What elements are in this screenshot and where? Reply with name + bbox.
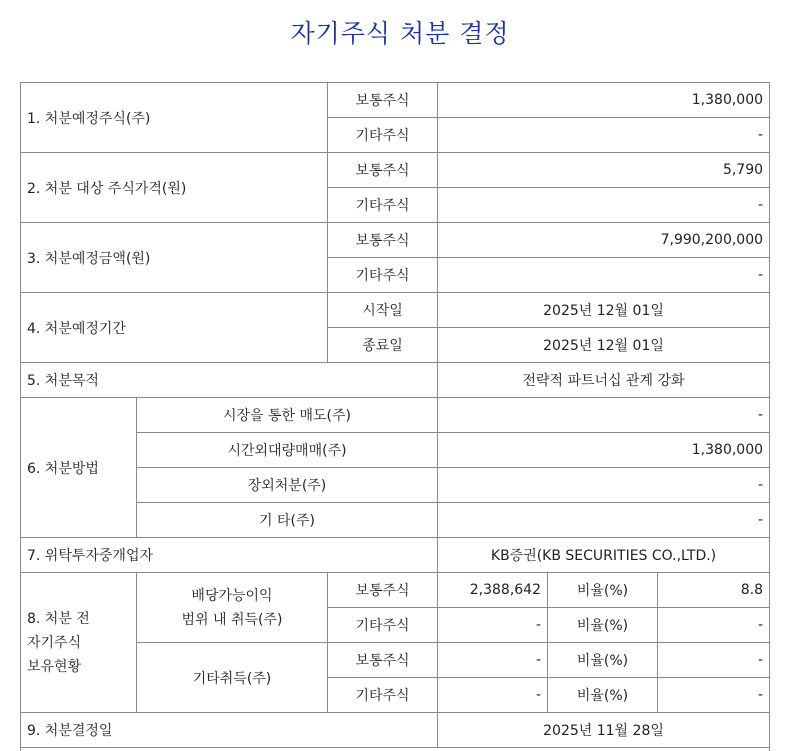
row5-value: 전략적 파트너십 관계 강화 — [438, 363, 770, 398]
row1-common-label: 보통주식 — [328, 83, 438, 118]
table-row — [21, 363, 770, 398]
row8-other-acq-label: 기타취득(주) — [137, 643, 328, 713]
row8-acq-common-ratio: - — [658, 643, 770, 678]
row7-label: 7. 위탁투자중개업자 — [21, 538, 438, 573]
row8-acq-other-label: 기타주식 — [328, 678, 438, 713]
row4-start-label: 시작일 — [328, 293, 438, 328]
row6-otc-value: - — [438, 468, 770, 503]
row6-market-value: - — [438, 398, 770, 433]
row9-label: 9. 처분결정일 — [21, 713, 438, 748]
row8-acq-other-ratio-label: 비율(%) — [548, 678, 658, 713]
row4-end-value: 2025년 12월 01일 — [438, 328, 770, 363]
row8-div-other-ratio: - — [658, 608, 770, 643]
row8-dividend-label-line1: 배당가능이익 — [191, 587, 273, 604]
table-row — [21, 538, 770, 573]
row8-label-line3: 보유현황 — [27, 658, 82, 675]
row9-value: 2025년 11월 28일 — [438, 713, 770, 748]
row8-label — [21, 573, 137, 713]
row3-common-value: 7,990,200,000 — [438, 223, 770, 258]
row1-other-value: - — [438, 118, 770, 153]
row3-label: 3. 처분예정금액(원) — [21, 223, 328, 293]
table-row — [21, 713, 770, 748]
row8-acq-common-label: 보통주식 — [328, 643, 438, 678]
row3-other-label: 기타주식 — [328, 258, 438, 293]
table-row — [21, 573, 770, 608]
table-row — [21, 153, 770, 188]
row2-common-label: 보통주식 — [328, 153, 438, 188]
row8-dividend-label — [137, 573, 328, 643]
row5-label: 5. 처분목적 — [21, 363, 438, 398]
row6-etc-value: - — [438, 503, 770, 538]
row4-label: 4. 처분예정기간 — [21, 293, 328, 363]
row8-acq-other-value: - — [438, 678, 548, 713]
row2-other-value: - — [438, 188, 770, 223]
row4-end-label: 종료일 — [328, 328, 438, 363]
row8-acq-common-value: - — [438, 643, 548, 678]
table-row — [21, 293, 770, 328]
row6-label: 6. 처분방법 — [21, 398, 137, 538]
table-row — [21, 83, 770, 118]
row7-value: KB증권(KB SECURITIES CO.,LTD.) — [438, 538, 770, 573]
row3-other-value: - — [438, 258, 770, 293]
row8-acq-other-ratio: - — [658, 678, 770, 713]
table-row — [21, 398, 770, 433]
row8-label-line1: 8. 처분 전 — [27, 610, 90, 627]
row8-div-common-ratio-label: 비율(%) — [548, 573, 658, 608]
row4-start-value: 2025년 12월 01일 — [438, 293, 770, 328]
row3-common-label: 보통주식 — [328, 223, 438, 258]
row8-div-other-label: 기타주식 — [328, 608, 438, 643]
table-row — [21, 223, 770, 258]
page-title: 자기주식 처분 결정 — [290, 19, 510, 48]
row6-otc-label: 장외처분(주) — [137, 468, 438, 503]
row8-div-other-value: - — [438, 608, 548, 643]
row1-other-label: 기타주식 — [328, 118, 438, 153]
row2-common-value: 5,790 — [438, 153, 770, 188]
row2-other-label: 기타주식 — [328, 188, 438, 223]
row8-label-line2: 자기주식 — [27, 634, 82, 651]
row1-label: 1. 처분예정주식(주) — [21, 83, 328, 153]
disposal-table — [20, 82, 770, 748]
row8-div-common-label: 보통주식 — [328, 573, 438, 608]
row8-div-common-ratio: 8.8 — [658, 573, 770, 608]
row8-div-other-ratio-label: 비율(%) — [548, 608, 658, 643]
row8-acq-common-ratio-label: 비율(%) — [548, 643, 658, 678]
row1-common-value: 1,380,000 — [438, 83, 770, 118]
row6-afterhours-label: 시간외대량매매(주) — [137, 433, 438, 468]
row8-div-common-value: 2,388,642 — [438, 573, 548, 608]
row6-afterhours-value: 1,380,000 — [438, 433, 770, 468]
row2-label: 2. 처분 대상 주식가격(원) — [21, 153, 328, 223]
row8-dividend-label-line2: 범위 내 취득(주) — [181, 611, 283, 628]
row6-etc-label: 기 타(주) — [137, 503, 438, 538]
row6-market-label: 시장을 통한 매도(주) — [137, 398, 438, 433]
